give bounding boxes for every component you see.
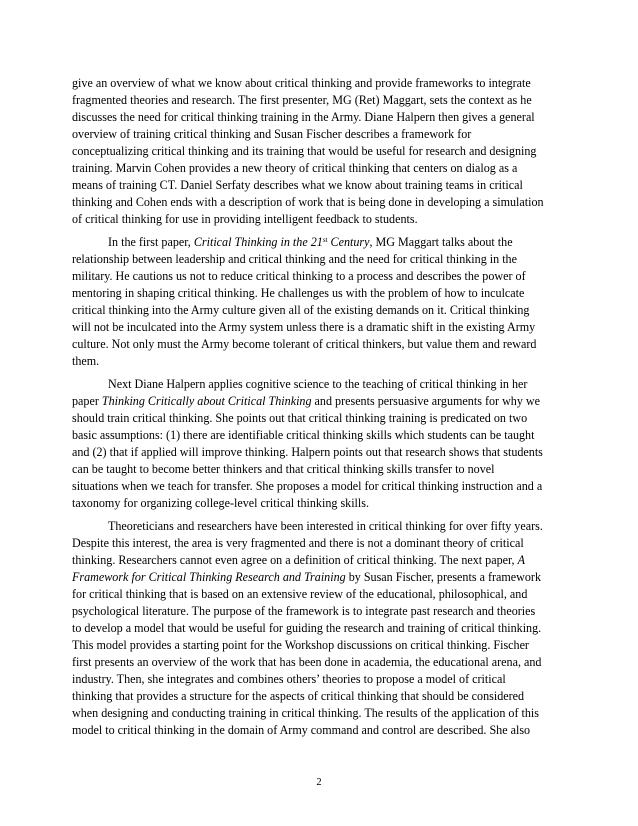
text-line	[72, 75, 572, 92]
text-line	[72, 285, 572, 302]
text-line	[72, 143, 572, 160]
text-run: of critical thinking for use in providing intelligent feedback to students.	[72, 212, 418, 226]
text-line	[72, 92, 572, 109]
text-run: can be taught to become better thinkers and that critical thinking skills transfer to novel	[72, 462, 495, 476]
text-run: situations when we teach for transfer. She proposes a model for critical thinking instruction and a	[72, 479, 543, 493]
text-line	[72, 671, 572, 688]
text-run: fragmented theories and research. The first presenter, MG (Ret) Maggart, sets the context as he	[72, 93, 532, 107]
text-run: critical thinking into the Army culture given all of the existing demands on it. Critical thinking	[72, 303, 530, 317]
text-line	[72, 461, 572, 478]
text-run: means of training CT. Daniel Serfaty describes what we know about training teams in critical	[72, 178, 523, 192]
text-run: discusses the need for critical thinking training in the Army. Diane Halpern then gives a general	[72, 110, 535, 124]
superscript-text: st	[322, 236, 328, 244]
text-line	[72, 518, 572, 535]
text-run: conceptualizing critical thinking and its training that would be useful for research and designing	[72, 144, 537, 158]
text-run: relationship between leadership and critical thinking and the need for critical thinking in the	[72, 252, 517, 266]
text-run: for critical thinking that is based on an extensive review of the educational, philosophical, and	[72, 587, 528, 601]
text-line	[72, 234, 572, 251]
text-line	[72, 688, 572, 705]
text-line	[72, 603, 572, 620]
text-line	[72, 637, 572, 654]
text-line	[72, 336, 572, 353]
text-line	[72, 478, 572, 495]
paragraph	[72, 234, 572, 370]
paragraph	[72, 518, 572, 739]
paragraph	[72, 75, 572, 228]
text-line	[72, 722, 572, 739]
body-text	[72, 75, 572, 739]
text-run: In the first paper,	[108, 235, 194, 249]
italic-title-text: Century	[327, 235, 370, 249]
text-run: will not be inculcated into the Army system unless there is a dramatic shift in the existing Army	[72, 320, 536, 334]
text-line	[72, 109, 572, 126]
text-line	[72, 427, 572, 444]
text-run: Theoreticians and researchers have been interested in critical thinking for over fifty years.	[108, 519, 543, 533]
text-line	[72, 251, 572, 268]
text-run: thinking. Researchers cannot even agree on a definition of critical thinking. The next paper,	[72, 553, 518, 567]
text-line	[72, 410, 572, 427]
text-run: and (2) that if applied will improve thinking. Halpern points out that research shows that students	[72, 445, 543, 459]
text-line	[72, 268, 572, 285]
text-run: industry. Then, she integrates and combines others’ theories to propose a model of critical	[72, 672, 506, 686]
text-line	[72, 177, 572, 194]
text-line	[72, 211, 572, 228]
text-line	[72, 654, 572, 671]
text-line	[72, 302, 572, 319]
text-run: thinking that provides a structure for the aspects of critical thinking that should be considered	[72, 689, 525, 703]
text-line	[72, 705, 572, 722]
paragraph	[72, 376, 572, 512]
italic-title-text: Framework for Critical Thinking Research and Training	[72, 570, 346, 584]
text-line	[72, 194, 572, 211]
text-run: paper	[72, 394, 102, 408]
page-number: 2	[316, 777, 322, 788]
text-run: culture. Not only must the Army become tolerant of critical thinkers, but value them and reward	[72, 337, 537, 351]
text-run: basic assumptions: (1) there are identifiable critical thinking skills which students can be taught	[72, 428, 535, 442]
text-run: first presents an overview of the work that has been done in academia, the educational arena, and	[72, 655, 542, 669]
text-run: military. He cautions us not to reduce critical thinking to a process and describes the power of	[72, 269, 526, 283]
text-run: This model provides a starting point for the Workshop discussions on critical thinking. Fischer	[72, 638, 529, 652]
text-run: mentoring in shaping critical thinking. He challenges us with the problem of how to inculcate	[72, 286, 525, 300]
text-run: taxonomy for organizing college-level critical thinking skills.	[72, 496, 370, 510]
text-line	[72, 495, 572, 512]
text-run: when designing and conducting training in critical thinking. The results of the application of this	[72, 706, 539, 720]
text-run: training. Marvin Cohen provides a new theory of critical thinking that centers on dialog as a	[72, 161, 518, 175]
text-run: and presents persuasive arguments for why we	[311, 394, 541, 408]
text-line	[72, 535, 572, 552]
italic-title-text: A	[517, 553, 525, 567]
text-run: should train critical thinking. She points out that critical thinking training is predicated on two	[72, 411, 528, 425]
text-line	[72, 586, 572, 603]
text-line	[72, 393, 572, 410]
italic-title-text: Thinking Critically about Critical Thinking	[101, 394, 312, 408]
text-run: overview of training critical thinking and Susan Fischer describes a framework for	[72, 127, 472, 141]
text-line	[72, 569, 572, 586]
text-run: , MG Maggart talks about the	[369, 235, 513, 249]
text-line	[72, 552, 572, 569]
text-line	[72, 444, 572, 461]
text-line	[72, 319, 572, 336]
text-run: them.	[72, 354, 100, 368]
text-line	[72, 376, 572, 393]
text-run: psychological literature. The purpose of the framework is to integrate past research and theories	[72, 604, 536, 618]
text-line	[72, 353, 572, 370]
text-run: Next Diane Halpern applies cognitive science to the teaching of critical thinking in her	[108, 377, 528, 391]
text-run: model to critical thinking in the domain of Army command and control are described. She also	[72, 723, 531, 737]
text-run: by Susan Fischer, presents a framework	[345, 570, 542, 584]
text-run: give an overview of what we know about critical thinking and provide frameworks to integrate	[72, 76, 531, 90]
text-run: Despite this interest, the area is very fragmented and there is not a dominant theory of critical	[72, 536, 524, 550]
text-line	[72, 126, 572, 143]
italic-title-text: Critical Thinking in the 21	[193, 235, 323, 249]
text-run: to develop a model that would be useful for guiding the research and training of critical thinking.	[72, 621, 542, 635]
text-line	[72, 160, 572, 177]
text-run: thinking and Cohen ends with a description of work that is being done in developing a simulation	[72, 195, 544, 209]
text-line	[72, 620, 572, 637]
